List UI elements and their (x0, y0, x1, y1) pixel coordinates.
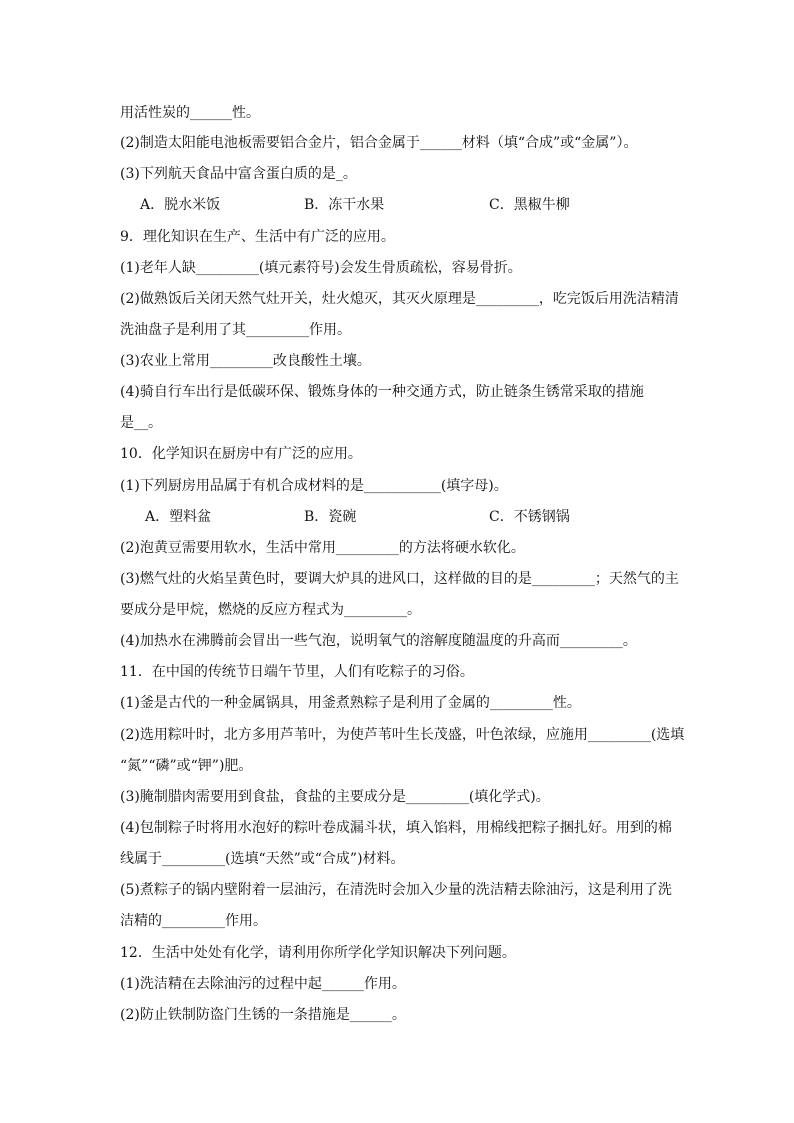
option-c: C．黑椒牛柳 (489, 197, 570, 213)
text-line: (1)下列厨房用品属于有机合成材料的是___________(填字母)。 (120, 478, 508, 494)
text-line: (2)泡黄豆需要用软水，生活中常用_________的方法将硬水软化。 (120, 540, 525, 556)
question-heading: 10．化学知识在厨房中有广泛的应用。 (120, 446, 362, 462)
text-line: 洁精的_________作用。 (120, 913, 267, 929)
text-line: (5)煮粽子的锅内壁附着一层油污，在清洗时会加入少量的洗洁精去除油污，这是利用了洗 (120, 882, 672, 898)
text-line: “氮”“磷”或“钾”)肥。 (120, 758, 253, 774)
text-line: (4)骑自行车出行是低碳环保、锻炼身体的一种交通方式，防止链条生锈常采取的措施 (120, 384, 644, 400)
option-c: C．不锈钢锅 (489, 509, 570, 525)
text-line: 用活性炭的______性。 (120, 105, 260, 121)
text-line: 洗油盘子是利用了其_________作用。 (120, 322, 351, 338)
option-a: A．塑料盆 (145, 509, 212, 525)
option-b: B．瓷碗 (304, 509, 357, 525)
text-line: 线属于_________(选填“天然”或“合成”)材料。 (120, 851, 405, 867)
question-heading: 11．在中国的传统节日端午节里，人们有吃粽子的习俗。 (120, 664, 474, 680)
text-line: (3)燃气灶的火焰呈黄色时，要调大炉具的进风口，这样做的目的是_________；天然气的主 (120, 571, 679, 587)
option-a: A．脱水米饭 (140, 197, 221, 213)
text-line: (3)农业上常用_________改良酸性土壤。 (120, 353, 371, 369)
text-line: (1)老年人缺_________(填元素符号)会发生骨质疏松，容易骨折。 (120, 260, 522, 276)
text-line: 要成分是甲烷，燃烧的反应方程式为_________。 (120, 602, 421, 618)
text-line: (3)下列航天食品中富含蛋白质的是_。 (120, 166, 357, 182)
text-line: (2)做熟饭后关闭天然气灶开关，灶火熄灭，其灭火原理是_________，吃完饭后用洗洁精清 (120, 291, 679, 307)
question-heading: 9．理化知识在生产、生活中有广泛的应用。 (120, 229, 395, 245)
text-line: (4)加热水在沸腾前会冒出一些气泡，说明氧气的溶解度随温度的升高而_________。 (120, 633, 637, 649)
text-line: (4)包制粽子时将用水泡好的粽叶卷成漏斗状，填入馅料，用棉线把粽子捆扎好。用到的棉 (120, 820, 672, 836)
text-line: (2)选用粽叶时，北方多用芦苇叶，为使芦苇叶生长茂盛，叶色浓绿，应施用_________(选填 (120, 727, 685, 743)
option-b: B．冻干水果 (304, 197, 385, 213)
text-line: (2)制造太阳能电池板需要铝合金片，铝合金属于______材料（填“合成”或“金属”）。 (120, 135, 638, 151)
text-line: 是__。 (120, 415, 162, 431)
text-line: (3)腌制腊肉需要用到食盐，食盐的主要成分是_________(填化学式)。 (120, 789, 550, 805)
text-line: (1)洗洁精在去除油污的过程中起______作用。 (120, 976, 406, 992)
text-line: (2)防止铁制防盗门生锈的一条措施是______。 (120, 1007, 406, 1023)
question-heading: 12．生活中处处有化学，请利用你所学化学知识解决下列问题。 (120, 945, 516, 961)
text-line: (1)釜是古代的一种金属锅具，用釜煮熟粽子是利用了金属的_________性。 (120, 695, 581, 711)
